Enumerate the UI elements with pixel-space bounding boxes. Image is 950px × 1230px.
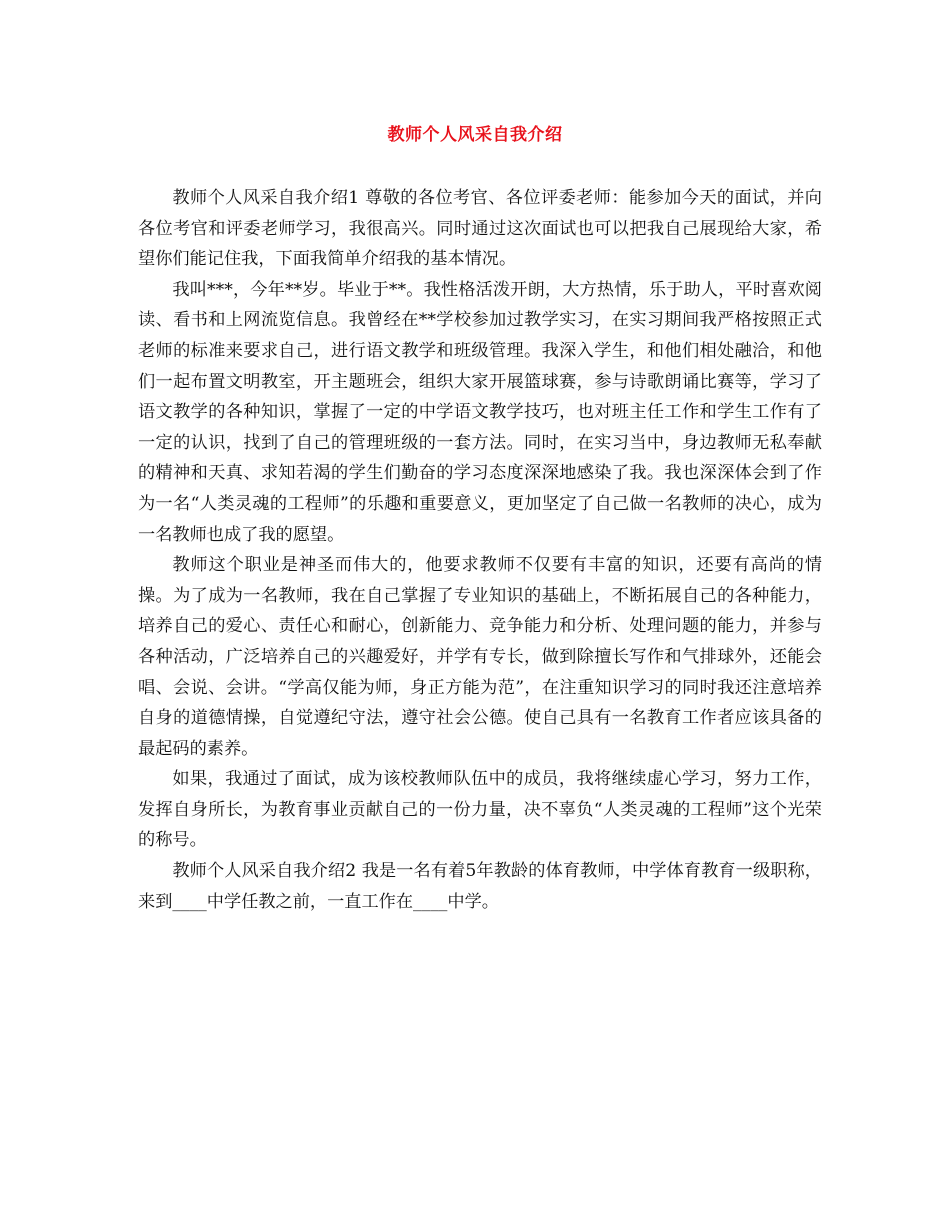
paragraph-background: 我叫***，今年**岁。毕业于**。我性格活泼开朗，大方热情，乐于助人，平时喜欢阅读、看书和上网流览信息。我曾经在**学校参加过教学实习，在实习期间我严格按照正式老师的标准来要求自己，进行语文教学和班级管理。我深入学生，和他们相处融洽，和他们一起布置文明教室，开主题班会，组织大家开展篮球赛，参与诗歌朗诵比赛等，学习了语文教学的各种知识，掌握了一定的中学语文教学技巧，也对班主任工作和学生工作有了一定的认识，找到了自己的管理班级的一套方法。同时，在实习当中，身边教师无私奉献的精神和天真、求知若渴的学生们勤奋的学习态度深深地感染了我。我也深深体会到了作为一名“人类灵魂的工程师”的乐趣和重要意义，更加坚定了自己做一名教师的决心，成为一名教师也成了我的愿望。 bbox=[138, 279, 822, 545]
paragraph-intro-2: 教师个人风采自我介绍2 我是一名有着5年教龄的体育教师，中学体育教育一级职称，来到____中学任教之前，一直工作在____中学。 bbox=[138, 861, 822, 912]
document-title: 教师个人风采自我介绍 bbox=[387, 125, 563, 145]
document-body bbox=[138, 183, 822, 917]
paragraph-teaching-profession: 教师这个职业是神圣而伟大的，他要求教师不仅要有丰富的知识，还要有高尚的情操。为了成为一名教师，我在自己掌握了专业知识的基础上，不断拓展自己的各种能力，培养自己的爱心、责任心和耐心，创新能力、竞争能力和分析、处理问题的能力，并参与各种活动，广泛培养自己的兴趣爱好，并学有专长，做到除擅长写作和气排球外，还能会唱、会说、会讲。“学高仅能为师，身正方能为范”，在注重知识学习的同时我还注意培养自身的道德情操，自觉遵纪守法，遵守社会公德。使自己具有一名教育工作者应该具备的最起码的素养。 bbox=[138, 555, 822, 759]
paragraph-intro-1: 教师个人风采自我介绍1 尊敬的各位考官、各位评委老师：能参加今天的面试，并向各位考官和评委老师学习，我很高兴。同时通过这次面试也可以把我自己展现给大家，希望你们能记住我，下面我简单介绍我的基本情况。 bbox=[138, 188, 822, 270]
paragraph-commitment: 如果，我通过了面试，成为该校教师队伍中的成员，我将继续虚心学习，努力工作，发挥自身所长，为教育事业贡献自己的一份力量，决不辜负“人类灵魂的工程师”这个光荣的称号。 bbox=[138, 769, 822, 851]
